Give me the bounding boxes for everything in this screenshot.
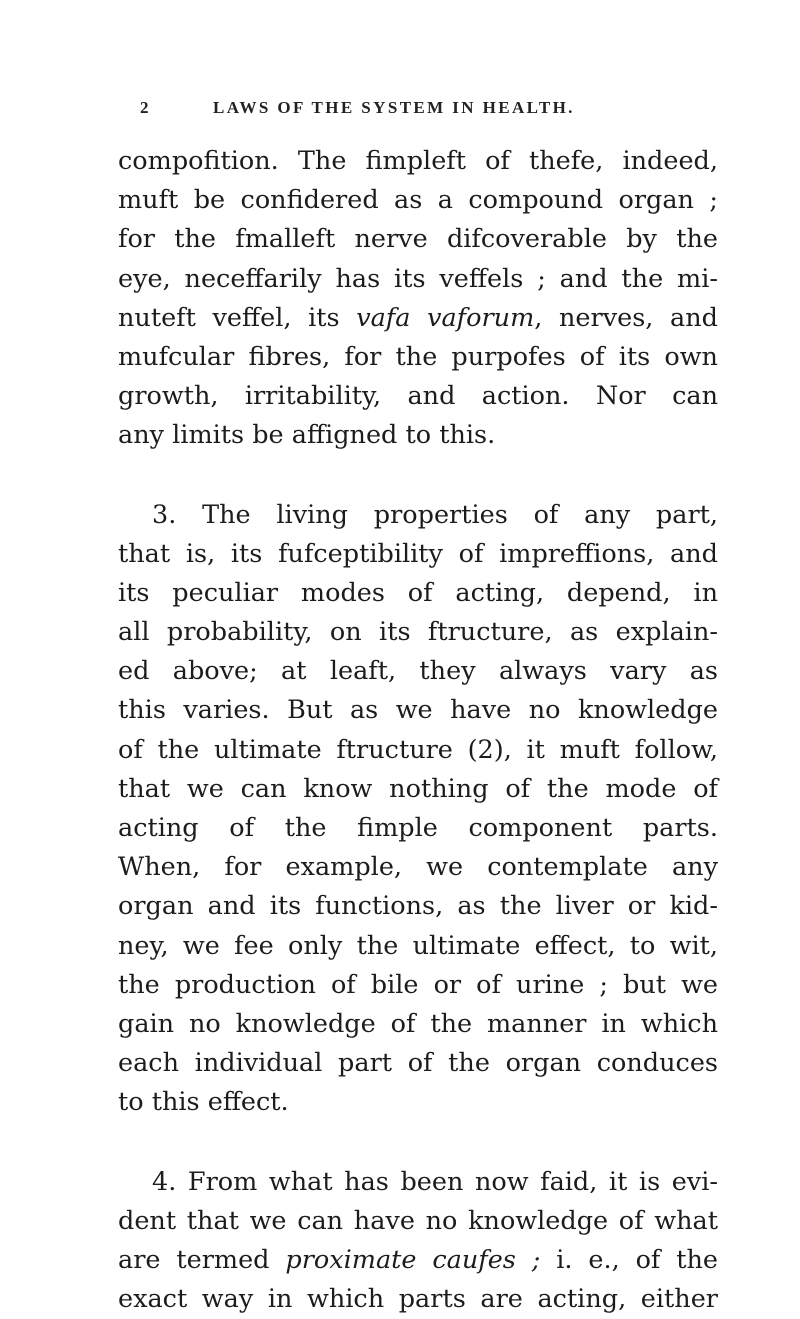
paragraph-gap <box>118 456 718 496</box>
text-line: exact way in which parts are acting, either <box>118 1280 718 1319</box>
text-line: that we can know nothing of the mode of <box>118 770 718 809</box>
text-line: muft be confidered as a compound organ ; <box>118 181 718 220</box>
text-line: ed above; at leaft, they always vary as <box>118 652 718 691</box>
text-line: that is, its fufceptibility of impreffions, and <box>118 535 718 574</box>
running-header <box>140 98 680 122</box>
text-line: acting of the fimple component parts. <box>118 809 718 848</box>
text-line: When, for example, we contemplate any <box>118 848 718 887</box>
paragraph-gap <box>118 1123 718 1163</box>
text-line: eye, neceffarily has its veffels ; and the mi- <box>118 260 718 299</box>
text-line: the production of bile or of urine ; but we <box>118 966 718 1005</box>
text-line: of the ultimate ftructure (2), it muft follow, <box>118 731 718 770</box>
text-line: 4. From what has been now faid, it is evi- <box>118 1163 718 1202</box>
text-line: to this effect. <box>118 1083 718 1122</box>
text-line: ney, we fee only the ultimate effect, to wit, <box>118 927 718 966</box>
page-number: 2 <box>140 98 151 118</box>
text-line <box>118 1241 718 1280</box>
text-line: its peculiar modes of acting, depend, in <box>118 574 718 613</box>
text-line: for the fmalleft nerve difcoverable by the <box>118 220 718 259</box>
text-line: each individual part of the organ conduces <box>118 1044 718 1083</box>
text-line: gain no knowledge of the manner in which <box>118 1005 718 1044</box>
italic-phrase: proximate caufes ; <box>285 1245 540 1275</box>
text-segment: , nerves, and <box>534 303 718 333</box>
text-segment: i. e., of the <box>540 1245 718 1275</box>
paragraph-2 <box>118 496 718 1123</box>
text-line: organ and its functions, as the liver or kid- <box>118 887 718 926</box>
text-line: growth, irritability, and action. Nor can <box>118 377 718 416</box>
text-segment: nuteft veffel, its <box>118 303 356 333</box>
text-line: this varies. But as we have no knowledge <box>118 691 718 730</box>
text-line <box>118 299 718 338</box>
text-segment: are termed <box>118 1245 285 1275</box>
text-line: dent that we can have no knowledge of what <box>118 1202 718 1241</box>
text-line: compofition. The fimpleft of thefe, indeed, <box>118 142 718 181</box>
running-title: LAWS OF THE SYSTEM IN HEALTH. <box>213 98 575 118</box>
paragraph-3 <box>118 1163 718 1319</box>
text-line: 3. The living properties of any part, <box>118 496 718 535</box>
body-text <box>118 142 718 1319</box>
paragraph-1 <box>118 142 718 456</box>
text-line: all probability, on its ftructure, as explain- <box>118 613 718 652</box>
text-line: mufcular fibres, for the purpofes of its own <box>118 338 718 377</box>
italic-phrase: vafa vaforum <box>356 303 534 333</box>
text-line: any limits be affigned to this. <box>118 416 718 455</box>
